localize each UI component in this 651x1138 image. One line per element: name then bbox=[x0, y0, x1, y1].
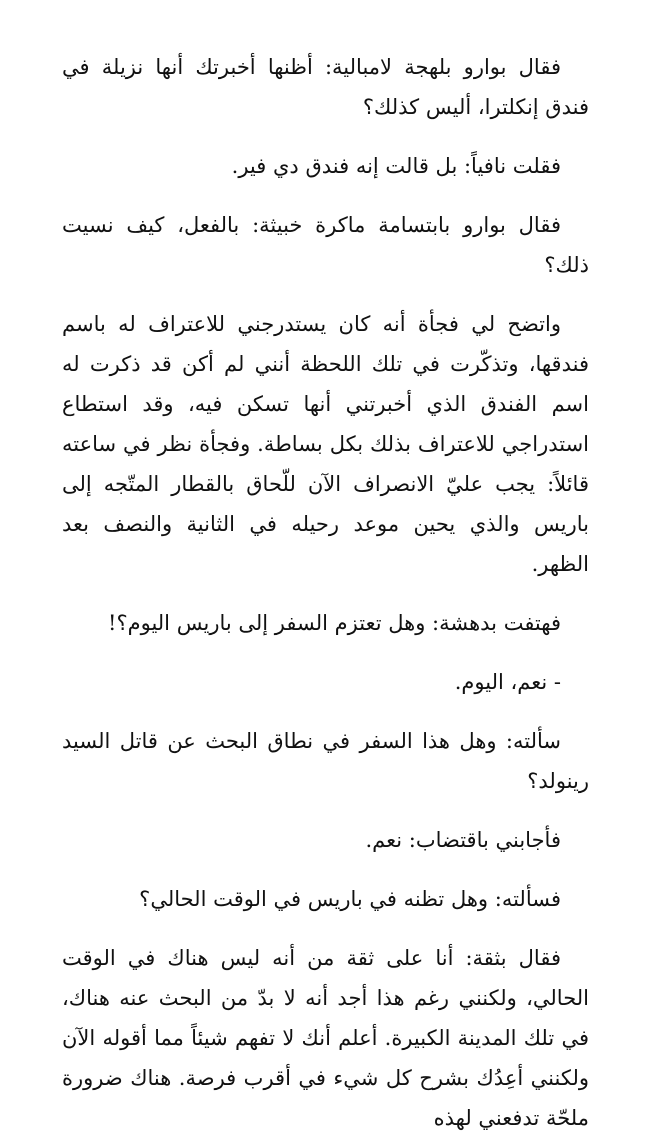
paragraph-gap bbox=[62, 860, 589, 879]
paragraph-gap bbox=[62, 801, 589, 820]
paragraph-10: فقال بثقة: أنا على ثقة من أنه ليس هناك في الوقت الحالي، ولكنني رغم هذا أجد أنه لا بدّ من البحث عنه هناك، في تلك المدينة الكبيرة. أعلم أنك لا تفهم شيئاً مما أقوله الآن ولكنني أعِدُك بشرح كل شيء في أقرب فرصة. هناك ضرورة ملحّة تدفعني لهذه bbox=[62, 946, 589, 1130]
paragraph-6: - نعم، اليوم. bbox=[454, 670, 561, 694]
paragraph-5: فهتفت بدهشة: وهل تعتزم السفر إلى باريس اليوم؟! bbox=[108, 611, 561, 635]
paragraph-9: فسألته: وهل تظنه في باريس في الوقت الحالي؟ bbox=[139, 887, 561, 911]
paragraph-gap bbox=[62, 584, 589, 603]
paragraph-gap bbox=[62, 702, 589, 721]
paragraph-gap bbox=[62, 643, 589, 662]
paragraph-gap bbox=[62, 919, 589, 938]
paragraph-4: واتضح لي فجأة أنه كان يستدرجني للاعتراف له باسم فندقها، وتذكّرت في تلك اللحظة أنني لم أكن قد ذكرت له اسم الفندق الذي أخبرتني أنها تسكن فيه، وقد استطاع استدراجي للاعتراف بذلك بكل بساطة. وفجأة نظر في ساعته قائلاً: يجب عليّ الانصراف الآن للّحاق بالقطار المتّجه إلى باريس والذي يحين موعد رحيله في الثانية والنصف بعد الظهر. bbox=[62, 312, 589, 576]
paragraph-gap bbox=[62, 285, 589, 304]
paragraph-1: فقال بوارو بلهجة لامبالية: أظنها أخبرتك أنها نزيلة في فندق إنكلترا، أليس كذلك؟ bbox=[62, 55, 589, 119]
paragraph-gap bbox=[62, 186, 589, 205]
paragraph-7: سألته: وهل هذا السفر في نطاق البحث عن قاتل السيد رينولد؟ bbox=[62, 729, 589, 793]
paragraph-8: فأجابني باقتضاب: نعم. bbox=[365, 828, 561, 852]
paragraph-gap bbox=[62, 127, 589, 146]
paragraph-2: فقلت نافياً: بل قالت إنه فندق دي فير. bbox=[231, 154, 561, 178]
paragraph-3: فقال بوارو بابتسامة ماكرة خبيثة: بالفعل، كيف نسيت ذلك؟ bbox=[62, 213, 589, 277]
